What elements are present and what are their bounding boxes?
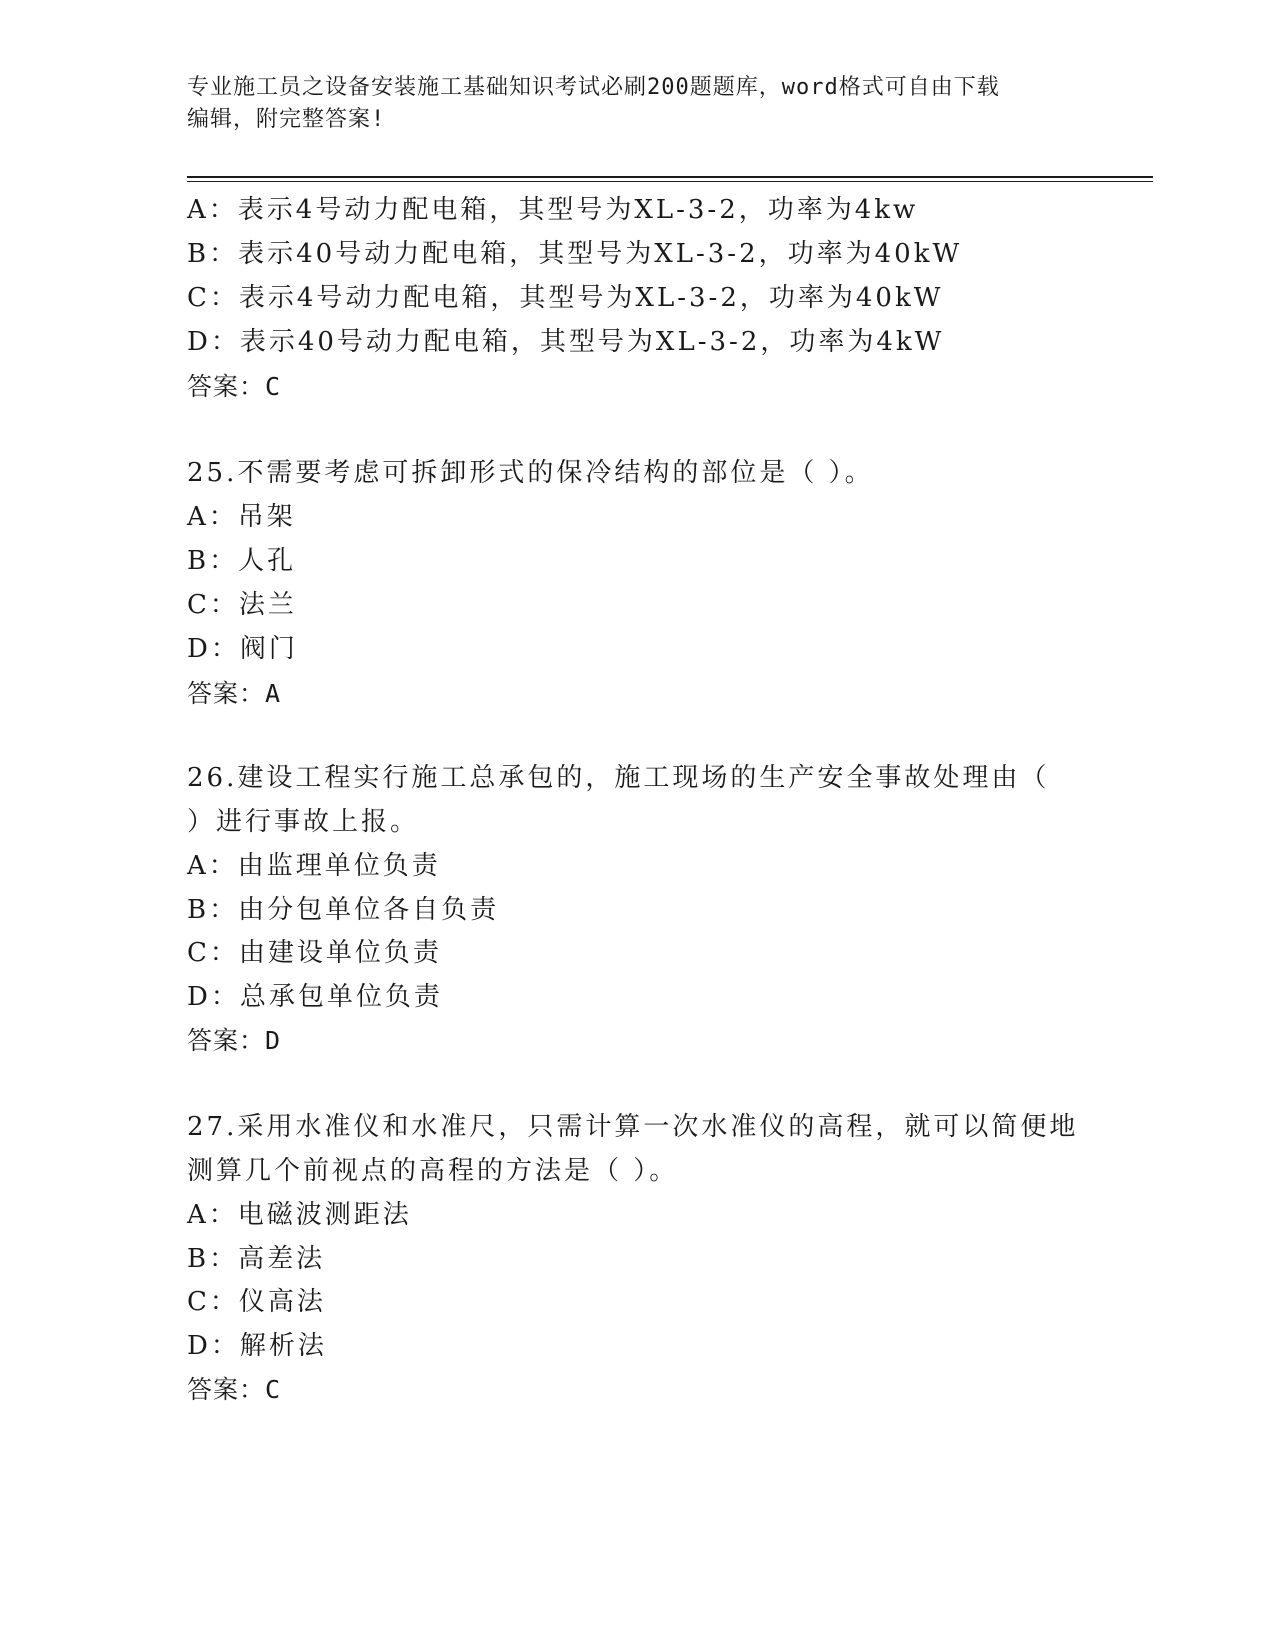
header-divider-thin (187, 181, 1153, 182)
q27-question-line2: 测算几个前视点的高程的方法是（ ）。 (187, 1156, 679, 1186)
q26-option-c: C：由建设单位负责 (187, 938, 442, 968)
header-title-line1: 专业施工员之设备安装施工基础知识考试必刷200题题库，word格式可自由下载 (187, 75, 1000, 100)
q24-option-b: B：表示40号动力配电箱，其型号为XL-3-2，功率为40kW (187, 239, 963, 269)
header-title-line2: 编辑，附完整答案! (187, 107, 386, 132)
q24-option-c: C：表示4号动力配电箱，其型号为XL-3-2，功率为40kW (187, 283, 944, 313)
q26-option-a: A：由监理单位负责 (187, 851, 441, 881)
q25-option-b: B：人孔 (187, 546, 297, 576)
q25-answer: 答案：A (187, 679, 282, 708)
q26-question-line2: ）进行事故上报。 (187, 807, 420, 837)
q27-answer: 答案：C (187, 1375, 282, 1404)
q26-question-line1: 26.建设工程实行施工总承包的，施工现场的生产安全事故处理由（ (187, 763, 1050, 793)
q27-option-a: A：电磁波测距法 (187, 1200, 412, 1230)
q27-question-line1: 27.采用水准仪和水准尺，只需计算一次水准仪的高程，就可以简便地 (187, 1112, 1079, 1142)
q24-option-a: A：表示4号动力配电箱，其型号为XL-3-2，功率为4kw (187, 195, 919, 225)
header-divider-thick (187, 176, 1153, 178)
q24-option-d: D：表示40号动力配电箱，其型号为XL-3-2，功率为4kW (187, 327, 945, 357)
document-header (187, 72, 1087, 136)
q25-option-c: C：法兰 (187, 590, 297, 620)
q27-option-b: B：高差法 (187, 1244, 326, 1274)
q27-option-c: C：仪高法 (187, 1287, 326, 1317)
q26-answer: 答案：D (187, 1026, 282, 1055)
q24-answer: 答案：C (187, 372, 282, 401)
q27-option-d: D：解析法 (187, 1331, 327, 1361)
q26-option-d: D：总承包单位负责 (187, 982, 443, 1012)
q25-option-a: A：吊架 (187, 502, 296, 532)
q26-option-b: B：由分包单位各自负责 (187, 895, 500, 925)
q25-option-d: D：阀门 (187, 634, 298, 664)
q25-question: 25.不需要考虑可拆卸形式的保冷结构的部位是（ ）。 (187, 458, 874, 488)
